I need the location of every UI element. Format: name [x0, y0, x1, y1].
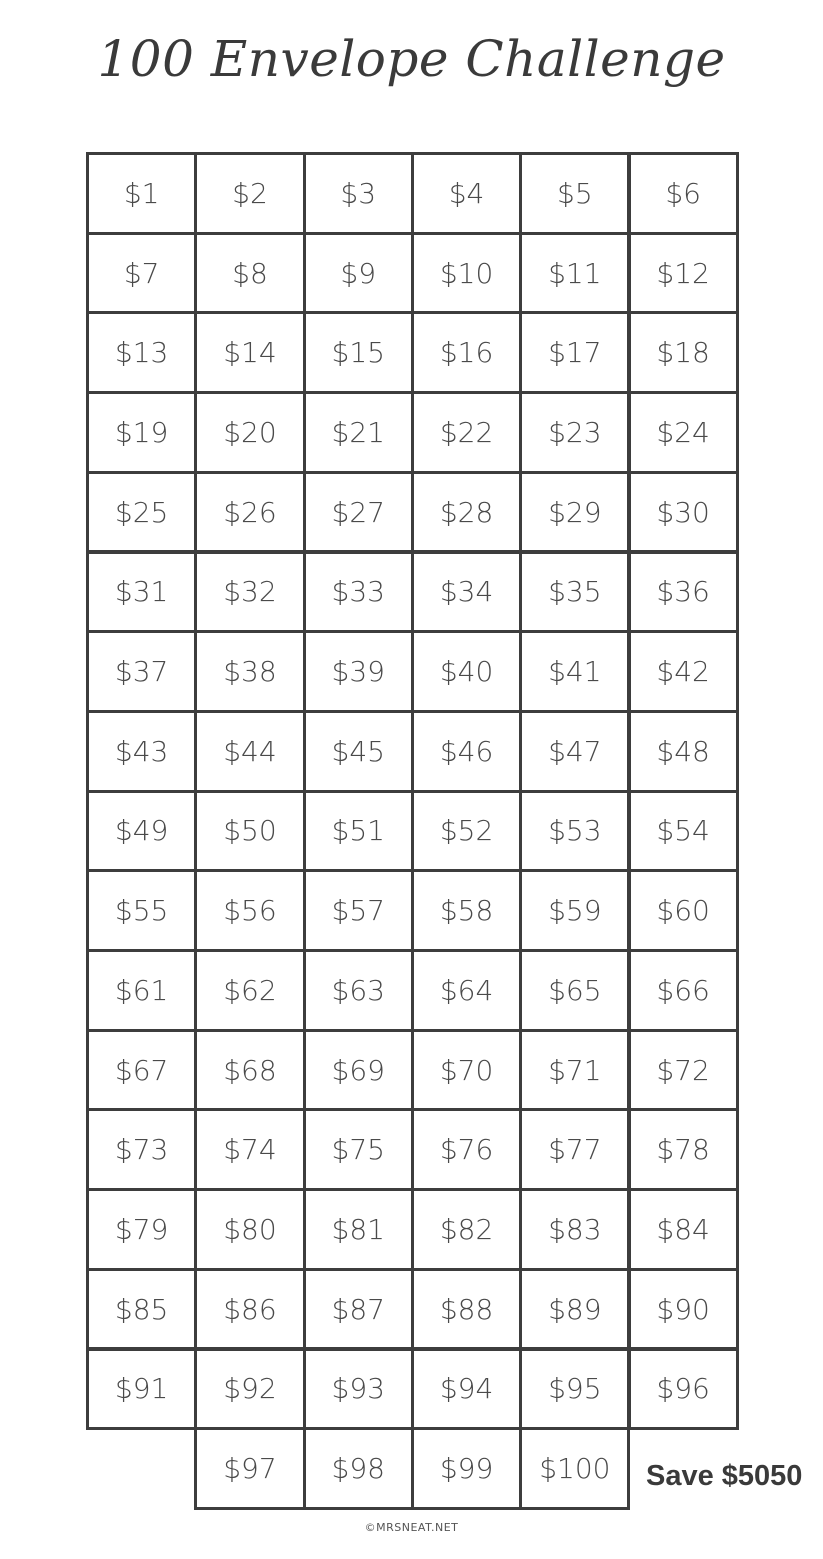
- envelope-cell[interactable]: $68: [194, 1029, 305, 1112]
- envelope-cell[interactable]: $45: [303, 710, 414, 793]
- envelope-cell[interactable]: $92: [194, 1348, 305, 1431]
- envelope-cell[interactable]: $30: [628, 471, 739, 554]
- envelope-cell[interactable]: $31: [86, 551, 197, 634]
- envelope-cell[interactable]: $50: [194, 790, 305, 873]
- envelope-cell[interactable]: $15: [303, 311, 414, 394]
- envelope-cell[interactable]: $72: [628, 1029, 739, 1112]
- envelope-cell[interactable]: $84: [628, 1188, 739, 1271]
- envelope-cell[interactable]: $56: [194, 869, 305, 952]
- envelope-cell[interactable]: $76: [411, 1108, 522, 1191]
- envelope-cell[interactable]: $99: [411, 1427, 522, 1510]
- envelope-cell[interactable]: $96: [628, 1348, 739, 1431]
- envelope-cell[interactable]: $78: [628, 1108, 739, 1191]
- envelope-cell[interactable]: $66: [628, 949, 739, 1032]
- envelope-cell[interactable]: $44: [194, 710, 305, 793]
- envelope-cell[interactable]: $5: [519, 152, 630, 235]
- envelope-cell[interactable]: $23: [519, 391, 630, 474]
- envelope-cell[interactable]: $67: [86, 1029, 197, 1112]
- envelope-cell[interactable]: $97: [194, 1427, 305, 1510]
- envelope-cell[interactable]: $25: [86, 471, 197, 554]
- envelope-cell[interactable]: $51: [303, 790, 414, 873]
- envelope-cell[interactable]: $48: [628, 710, 739, 793]
- envelope-cell[interactable]: $70: [411, 1029, 522, 1112]
- envelope-cell[interactable]: $71: [519, 1029, 630, 1112]
- envelope-cell[interactable]: $62: [194, 949, 305, 1032]
- envelope-cell[interactable]: $100: [519, 1427, 630, 1510]
- envelope-cell[interactable]: $79: [86, 1188, 197, 1271]
- envelope-cell[interactable]: $22: [411, 391, 522, 474]
- envelope-cell[interactable]: $3: [303, 152, 414, 235]
- envelope-cell[interactable]: $14: [194, 311, 305, 394]
- envelope-cell[interactable]: $61: [86, 949, 197, 1032]
- envelope-cell[interactable]: $40: [411, 630, 522, 713]
- envelope-cell[interactable]: $2: [194, 152, 305, 235]
- envelope-cell[interactable]: $65: [519, 949, 630, 1032]
- envelope-cell[interactable]: $52: [411, 790, 522, 873]
- envelope-cell[interactable]: $86: [194, 1268, 305, 1351]
- save-total-label: Save $5050: [646, 1460, 803, 1492]
- envelope-cell[interactable]: $13: [86, 311, 197, 394]
- page-title: 100 Envelope Challenge: [97, 30, 726, 88]
- envelope-cell[interactable]: $53: [519, 790, 630, 873]
- envelope-cell[interactable]: $39: [303, 630, 414, 713]
- envelope-cell[interactable]: $80: [194, 1188, 305, 1271]
- envelope-cell[interactable]: $85: [86, 1268, 197, 1351]
- envelope-cell[interactable]: $63: [303, 949, 414, 1032]
- envelope-cell[interactable]: $83: [519, 1188, 630, 1271]
- envelope-cell[interactable]: $88: [411, 1268, 522, 1351]
- envelope-cell[interactable]: $32: [194, 551, 305, 634]
- envelope-cell[interactable]: $19: [86, 391, 197, 474]
- envelope-cell[interactable]: $34: [411, 551, 522, 634]
- envelope-cell[interactable]: $17: [519, 311, 630, 394]
- envelope-cell[interactable]: $91: [86, 1348, 197, 1431]
- envelope-cell[interactable]: $33: [303, 551, 414, 634]
- envelope-cell[interactable]: $89: [519, 1268, 630, 1351]
- envelope-cell[interactable]: $8: [194, 232, 305, 315]
- envelope-cell[interactable]: $90: [628, 1268, 739, 1351]
- envelope-cell[interactable]: $21: [303, 391, 414, 474]
- envelope-cell[interactable]: $55: [86, 869, 197, 952]
- envelope-cell[interactable]: $94: [411, 1348, 522, 1431]
- envelope-cell[interactable]: $82: [411, 1188, 522, 1271]
- envelope-cell[interactable]: $46: [411, 710, 522, 793]
- envelope-cell[interactable]: $35: [519, 551, 630, 634]
- envelope-cell[interactable]: $37: [86, 630, 197, 713]
- envelope-cell[interactable]: $29: [519, 471, 630, 554]
- envelope-cell[interactable]: $36: [628, 551, 739, 634]
- envelope-cell[interactable]: $20: [194, 391, 305, 474]
- envelope-cell[interactable]: $10: [411, 232, 522, 315]
- envelope-cell[interactable]: $73: [86, 1108, 197, 1191]
- envelope-cell[interactable]: $98: [303, 1427, 414, 1510]
- envelope-cell[interactable]: $81: [303, 1188, 414, 1271]
- envelope-cell[interactable]: $77: [519, 1108, 630, 1191]
- envelope-cell[interactable]: $4: [411, 152, 522, 235]
- envelope-cell[interactable]: $54: [628, 790, 739, 873]
- envelope-cell[interactable]: $1: [86, 152, 197, 235]
- envelope-cell[interactable]: $24: [628, 391, 739, 474]
- envelope-cell[interactable]: $58: [411, 869, 522, 952]
- envelope-cell[interactable]: $26: [194, 471, 305, 554]
- envelope-cell[interactable]: $64: [411, 949, 522, 1032]
- envelope-cell[interactable]: $75: [303, 1108, 414, 1191]
- envelope-cell[interactable]: $43: [86, 710, 197, 793]
- envelope-cell[interactable]: $60: [628, 869, 739, 952]
- envelope-cell[interactable]: $87: [303, 1268, 414, 1351]
- envelope-cell[interactable]: $49: [86, 790, 197, 873]
- envelope-cell[interactable]: $41: [519, 630, 630, 713]
- envelope-cell[interactable]: $27: [303, 471, 414, 554]
- envelope-cell[interactable]: $74: [194, 1108, 305, 1191]
- envelope-cell[interactable]: $95: [519, 1348, 630, 1431]
- envelope-cell[interactable]: $28: [411, 471, 522, 554]
- envelope-cell[interactable]: $7: [86, 232, 197, 315]
- envelope-cell[interactable]: $47: [519, 710, 630, 793]
- envelope-cell[interactable]: $18: [628, 311, 739, 394]
- envelope-cell[interactable]: $57: [303, 869, 414, 952]
- envelope-cell[interactable]: $38: [194, 630, 305, 713]
- copyright-footer: ©MRSNEAT.NET: [364, 1521, 459, 1534]
- envelope-cell[interactable]: $9: [303, 232, 414, 315]
- envelope-cell[interactable]: $59: [519, 869, 630, 952]
- envelope-cell[interactable]: $6: [628, 152, 739, 235]
- envelope-cell[interactable]: $69: [303, 1029, 414, 1112]
- envelope-cell[interactable]: $93: [303, 1348, 414, 1431]
- envelope-cell[interactable]: $12: [628, 232, 739, 315]
- envelope-cell[interactable]: $42: [628, 630, 739, 713]
- envelope-cell[interactable]: $16: [411, 311, 522, 394]
- envelope-cell[interactable]: $11: [519, 232, 630, 315]
